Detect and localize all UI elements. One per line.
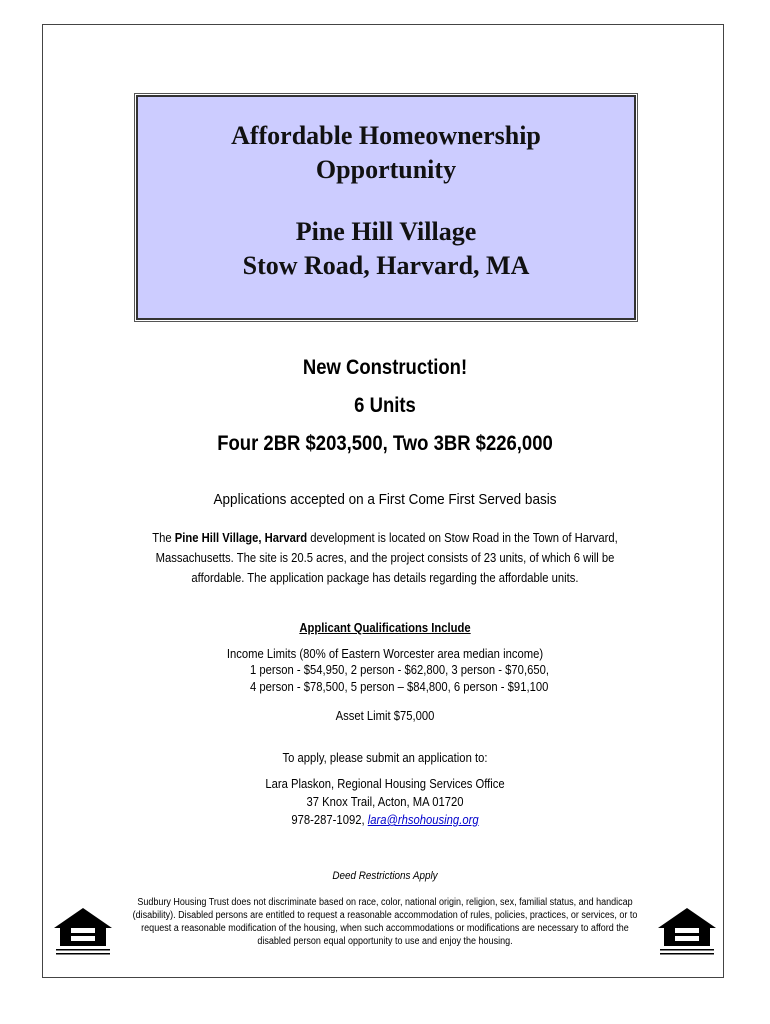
- deed-restrictions: Deed Restrictions Apply: [332, 870, 438, 882]
- asset-limit: Asset Limit $75,000: [335, 709, 435, 723]
- disclaimer-line3: request a reasonable modification of the housing, when such accommodations or modifications are necessary to afford the: [141, 923, 629, 934]
- qualifications-heading: Applicant Qualifications Include: [299, 621, 471, 635]
- apply-contact-address: 37 Knox Trail, Acton, MA 01720: [306, 795, 464, 809]
- apply-contact-name: Lara Plaskon, Regional Housing Services Office: [265, 777, 505, 791]
- banner-title-line2: Opportunity: [315, 155, 457, 184]
- title-banner: [136, 95, 636, 320]
- headline-units: 6 Units: [354, 394, 416, 417]
- banner-title-line1: Affordable Homeownership: [231, 121, 541, 150]
- apply-contact-line: [39, 811, 732, 830]
- income-limits-line1: 1 person - $54,950, 2 person - $62,800, 3 person - $70,650,: [250, 663, 549, 677]
- income-limits-title: Income Limits (80% of Eastern Worcester area median income): [226, 647, 544, 661]
- description-line1: The Pine Hill Village, Harvard development is located on Stow Road in the Town of Harvard,: [152, 531, 618, 545]
- description-line2: Massachusetts. The site is 20.5 acres, and the project consists of 23 units, of which 6 will be: [155, 551, 615, 565]
- disclaimer-line2: (disability). Disabled persons are entitled to request a reasonable accommodation of rules, policies, practices, or services, or to: [132, 910, 638, 921]
- headline-new-construction: New Construction!: [302, 356, 468, 379]
- disclaimer-line4: disabled person equal opportunity to use and enjoy the housing.: [257, 936, 513, 947]
- description-line3: affordable. The application package has details regarding the affordable units.: [191, 571, 579, 585]
- applications-note: Applications accepted on a First Come First Served basis: [213, 491, 557, 508]
- equal-housing-opportunity-icon: [656, 906, 718, 956]
- description-bold: Pine Hill Village, Harvard: [174, 531, 308, 545]
- disclaimer-line1: Sudbury Housing Trust does not discriminate based on race, color, national origin, religion, sex, familial status, and handicap: [137, 897, 633, 908]
- apply-contact-phone: 978-287-1092,: [291, 813, 368, 827]
- apply-intro: To apply, please submit an application to:: [282, 751, 488, 765]
- email-link[interactable]: lara@rhsohousing.org: [367, 813, 479, 827]
- banner-property-name: Pine Hill Village: [295, 217, 477, 246]
- income-limits-line2: 4 person - $78,500, 5 person – $84,800, 6 person - $91,100: [250, 680, 549, 694]
- banner-property-address: Stow Road, Harvard, MA: [242, 251, 530, 280]
- headline-prices: Four 2BR $203,500, Two 3BR $226,000: [217, 432, 553, 455]
- equal-housing-opportunity-icon: [52, 906, 114, 956]
